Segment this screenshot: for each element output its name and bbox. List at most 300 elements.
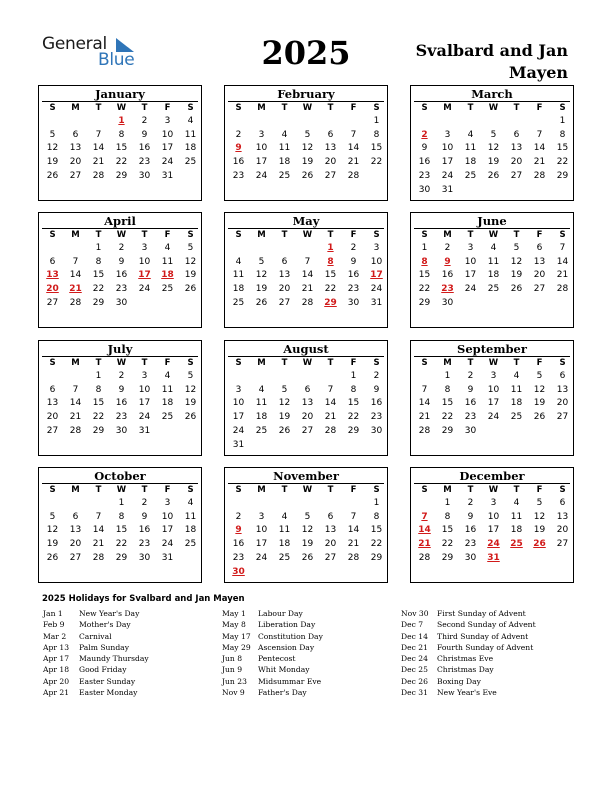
calendar-day: 11	[232, 270, 245, 281]
calendar-day: 21	[92, 157, 105, 168]
calendar-day: 14	[69, 270, 82, 281]
calendar-day: 6	[327, 511, 334, 522]
calendar-day: 7	[559, 243, 566, 253]
calendar-day: 2	[467, 371, 474, 381]
month-may	[224, 212, 388, 328]
calendar-day: 18	[255, 412, 268, 423]
calendar-day: 6	[49, 384, 56, 395]
calendar-day: 10	[370, 256, 383, 267]
calendar-day: 22	[370, 157, 383, 168]
holiday-date: Feb 9	[43, 620, 65, 630]
holiday-row	[43, 632, 213, 643]
calendar-day: 1	[559, 116, 566, 126]
calendar-day: 18	[278, 157, 291, 168]
calendar-day: 25	[161, 284, 174, 295]
calendar-day: 24	[255, 552, 268, 563]
weekday-label: S	[373, 103, 380, 113]
holiday-row	[222, 620, 392, 631]
month-name: March	[471, 87, 513, 101]
holiday-day: 29	[324, 297, 337, 308]
calendar-day: 12	[184, 256, 197, 267]
calendar-day: 24	[255, 170, 268, 181]
calendar-year: 2025	[261, 34, 351, 72]
calendar-day: 29	[556, 170, 569, 181]
holiday-day: 8	[421, 256, 428, 267]
calendar-day: 23	[464, 412, 477, 423]
holiday-name: Third Sunday of Advent	[437, 631, 529, 641]
calendar-day: 1	[118, 498, 125, 508]
calendar-day: 19	[301, 157, 314, 168]
holiday-date: Nov 30	[401, 609, 429, 618]
weekday-label: M	[257, 358, 266, 368]
weekday-label: W	[302, 230, 313, 240]
weekday-label: M	[257, 485, 266, 495]
weekday-label: F	[350, 103, 357, 113]
calendar-day: 25	[184, 157, 197, 168]
calendar-day: 22	[370, 539, 383, 550]
holiday-name: Easter Monday	[79, 688, 138, 698]
calendar-day: 27	[278, 297, 291, 308]
calendar-day: 18	[278, 539, 291, 550]
calendar-day: 16	[232, 157, 245, 168]
calendar-day: 27	[556, 412, 569, 423]
calendar-day: 12	[278, 398, 291, 409]
calendar-day: 26	[255, 297, 268, 308]
calendar-day: 12	[301, 143, 314, 154]
calendar-day: 20	[556, 525, 569, 536]
calendar-day: 22	[441, 412, 454, 423]
calendar-day: 7	[350, 511, 357, 522]
holiday-day: 13	[46, 270, 59, 281]
calendar-day: 1	[444, 371, 451, 381]
calendar-day: 18	[184, 525, 197, 536]
holiday-name: Midsummar Eve	[258, 676, 322, 686]
calendar-day: 22	[418, 284, 431, 295]
weekday-label: T	[95, 230, 102, 240]
calendar-day: 9	[467, 384, 474, 395]
calendar-day: 10	[161, 129, 174, 140]
holiday-date: May 17	[222, 631, 251, 641]
calendar-day: 11	[464, 143, 477, 154]
calendar-day: 26	[184, 412, 197, 423]
calendar-day: 3	[164, 498, 171, 508]
calendar-day: 9	[350, 256, 357, 267]
holiday-date: Dec 25	[401, 665, 428, 675]
calendar-day: 20	[69, 157, 82, 168]
calendar-day: 24	[232, 425, 245, 436]
holiday-row	[43, 620, 213, 631]
calendar-day: 16	[464, 398, 477, 409]
calendar-day: 23	[232, 170, 245, 181]
calendar-day: 26	[46, 552, 59, 563]
calendar-day: 9	[118, 384, 125, 395]
holiday-date: Jun 8	[222, 654, 243, 664]
calendar-day: 7	[304, 256, 311, 267]
holiday-row	[401, 688, 571, 699]
calendar-day: 15	[115, 143, 128, 154]
holiday-row	[222, 632, 392, 643]
calendar-day: 28	[418, 552, 431, 563]
calendar-day: 4	[164, 243, 171, 253]
weekday-label: T	[141, 103, 148, 113]
weekday-label: S	[187, 358, 194, 368]
calendar-day: 13	[324, 525, 337, 536]
calendar-day: 29	[418, 297, 431, 308]
calendar-day: 24	[370, 284, 383, 295]
holiday-row	[222, 677, 392, 688]
weekday-label: T	[513, 230, 520, 240]
weekday-label: W	[116, 358, 127, 368]
holiday-name: Ascension Day	[258, 642, 315, 652]
calendar-day: 19	[301, 539, 314, 550]
calendar-day: 27	[556, 539, 569, 550]
holiday-row	[43, 643, 213, 654]
holiday-day: 9	[444, 256, 451, 267]
calendar-day: 26	[533, 412, 546, 423]
calendar-day: 11	[510, 511, 523, 522]
weekday-label: T	[281, 485, 288, 495]
calendar-day: 27	[301, 425, 314, 436]
holiday-row	[401, 665, 571, 676]
month-header-divider	[228, 101, 384, 102]
calendar-day: 9	[467, 511, 474, 522]
calendar-day: 4	[490, 243, 497, 253]
weekday-label: M	[257, 230, 266, 240]
weekday-label: F	[164, 103, 171, 113]
calendar-day: 8	[118, 511, 125, 522]
calendar-day: 8	[559, 129, 566, 140]
calendar-day: 16	[115, 398, 128, 409]
calendar-day: 19	[533, 398, 546, 409]
calendar-day: 10	[441, 143, 454, 154]
calendar-day: 19	[255, 284, 268, 295]
holiday-day: 1	[327, 243, 334, 253]
weekday-label: S	[49, 358, 56, 368]
calendar-day: 11	[278, 525, 291, 536]
month-october	[38, 467, 202, 583]
holiday-name: Mother's Day	[79, 620, 131, 630]
month-name: January	[95, 87, 145, 101]
weekday-label: W	[116, 103, 127, 113]
weekday-label: T	[141, 485, 148, 495]
holiday-name: Fourth Sunday of Advent	[437, 642, 534, 652]
calendar-day: 1	[373, 116, 380, 126]
holiday-day: 14	[418, 525, 431, 536]
calendar-day: 6	[281, 256, 288, 267]
holiday-column	[43, 609, 213, 699]
holiday-name: Boxing Day	[437, 676, 481, 686]
calendar-day: 23	[138, 539, 151, 550]
calendar-day: 21	[347, 157, 360, 168]
weekday-label: T	[141, 358, 148, 368]
holiday-day: 21	[418, 539, 431, 550]
calendar-day: 7	[327, 384, 334, 395]
month-header-divider	[42, 356, 198, 357]
weekday-label: M	[443, 358, 452, 368]
month-july	[38, 340, 202, 456]
holiday-name: Constitution Day	[258, 631, 323, 641]
calendar-day: 28	[69, 297, 82, 308]
holiday-row	[222, 643, 392, 654]
calendar-day: 11	[487, 256, 500, 267]
calendar-day: 4	[258, 384, 265, 395]
calendar-day: 27	[533, 284, 546, 295]
calendar-day: 18	[510, 398, 523, 409]
calendar-day: 1	[95, 371, 102, 381]
calendar-day: 16	[138, 143, 151, 154]
month-header-divider	[228, 228, 384, 229]
calendar-day: 11	[278, 143, 291, 154]
calendar-day: 25	[184, 539, 197, 550]
weekday-label: M	[71, 230, 80, 240]
calendar-day: 13	[556, 511, 569, 522]
calendar-day: 1	[350, 371, 357, 381]
calendar-day: 26	[301, 170, 314, 181]
holiday-row	[401, 609, 571, 620]
calendar-day: 22	[347, 412, 360, 423]
holiday-name: New Year's Day	[79, 609, 140, 618]
calendar-day: 18	[232, 284, 245, 295]
calendar-day: 7	[72, 384, 79, 395]
calendar-day: 21	[533, 157, 546, 168]
holiday-name: Easter Sunday	[79, 676, 136, 686]
holiday-row	[401, 654, 571, 665]
month-header-divider	[42, 228, 198, 229]
calendar-day: 27	[510, 170, 523, 181]
month-march	[410, 85, 574, 201]
calendar-day: 8	[95, 256, 102, 267]
holiday-name: Whit Monday	[258, 665, 310, 675]
weekday-label: S	[373, 230, 380, 240]
calendar-day: 15	[347, 398, 360, 409]
holiday-date: Apr 21	[43, 688, 70, 698]
calendar-day: 20	[510, 157, 523, 168]
weekday-label: S	[559, 230, 566, 240]
calendar-day: 26	[184, 284, 197, 295]
calendar-day: 4	[467, 129, 474, 140]
calendar-day: 25	[464, 170, 477, 181]
calendar-day: 14	[556, 256, 569, 267]
calendar-day: 11	[161, 384, 174, 395]
calendar-day: 8	[444, 384, 451, 395]
calendar-day: 5	[187, 243, 194, 253]
holiday-date: Jun 9	[222, 665, 243, 675]
holiday-date: May 8	[222, 620, 246, 630]
calendar-day: 5	[49, 511, 56, 522]
calendar-day: 3	[490, 498, 497, 508]
calendar-day: 10	[255, 143, 268, 154]
calendar-day: 21	[347, 539, 360, 550]
calendar-day: 29	[92, 425, 105, 436]
logo-text-general: General	[42, 34, 107, 54]
weekday-label: W	[302, 485, 313, 495]
weekday-label: W	[302, 358, 313, 368]
calendar-day: 30	[441, 297, 454, 308]
calendar-day: 11	[255, 398, 268, 409]
calendar-day: 22	[441, 539, 454, 550]
weekday-label: T	[327, 230, 334, 240]
calendar-day: 17	[138, 398, 151, 409]
calendar-day: 14	[92, 525, 105, 536]
weekday-label: T	[281, 230, 288, 240]
weekday-label: T	[467, 230, 474, 240]
calendar-day: 13	[69, 525, 82, 536]
calendar-day: 3	[258, 129, 265, 140]
weekday-label: S	[373, 485, 380, 495]
country-name: Svalbard and Jan Mayen	[415, 41, 568, 82]
weekday-label: F	[536, 103, 543, 113]
calendar-day: 14	[347, 525, 360, 536]
holiday-name: Palm Sunday	[79, 642, 130, 652]
calendar-day: 25	[232, 297, 245, 308]
weekday-label: W	[116, 485, 127, 495]
calendar-day: 16	[370, 398, 383, 409]
calendar-day: 4	[235, 256, 242, 267]
weekday-label: S	[421, 230, 428, 240]
calendar-day: 30	[418, 184, 431, 195]
calendar-day: 15	[370, 143, 383, 154]
holidays-title: 2025 Holidays for Svalbard and Jan Mayen	[42, 594, 245, 604]
holiday-date: Apr 18	[43, 665, 70, 675]
weekday-label: T	[513, 358, 520, 368]
weekday-label: T	[281, 103, 288, 113]
calendar-day: 15	[324, 270, 337, 281]
calendar-day: 10	[255, 525, 268, 536]
month-name: July	[107, 342, 133, 356]
weekday-label: T	[467, 103, 474, 113]
calendar-day: 2	[118, 243, 125, 253]
calendar-day: 29	[115, 170, 128, 181]
calendar-day: 22	[324, 284, 337, 295]
calendar-day: 25	[487, 284, 500, 295]
calendar-day: 19	[487, 157, 500, 168]
calendar-day: 13	[533, 256, 546, 267]
weekday-label: T	[327, 103, 334, 113]
calendar-day: 2	[118, 371, 125, 381]
calendar-day: 3	[258, 511, 265, 522]
calendar-day: 22	[115, 157, 128, 168]
month-header-divider	[228, 356, 384, 357]
calendar-day: 23	[370, 412, 383, 423]
calendar-day: 10	[161, 511, 174, 522]
calendar-day: 9	[118, 256, 125, 267]
holiday-name: First Sunday of Advent	[437, 609, 526, 618]
calendar-day: 21	[324, 412, 337, 423]
calendar-day: 25	[510, 412, 523, 423]
calendar-day: 28	[556, 284, 569, 295]
calendar-day: 9	[421, 143, 428, 154]
calendar-day: 4	[187, 498, 194, 508]
calendar-day: 3	[490, 371, 497, 381]
calendar-day: 17	[232, 412, 245, 423]
calendar-day: 13	[46, 398, 59, 409]
calendar-day: 18	[464, 157, 477, 168]
holiday-row	[401, 677, 571, 688]
calendar-day: 21	[92, 539, 105, 550]
calendar-day: 3	[444, 129, 451, 140]
holiday-date: Dec 7	[401, 620, 424, 630]
calendar-day: 22	[115, 539, 128, 550]
calendar-day: 3	[141, 243, 148, 253]
calendar-day: 2	[235, 129, 242, 140]
weekday-label: S	[235, 230, 242, 240]
calendar-day: 27	[69, 552, 82, 563]
calendar-day: 18	[510, 525, 523, 536]
calendar-day: 11	[184, 129, 197, 140]
calendar-day: 17	[255, 539, 268, 550]
holiday-date: Dec 14	[401, 631, 428, 641]
calendar-day: 6	[536, 243, 543, 253]
holiday-date: Jan 1	[43, 609, 63, 618]
calendar-day: 2	[467, 498, 474, 508]
calendar-day: 30	[138, 170, 151, 181]
calendar-day: 23	[464, 539, 477, 550]
calendar-day: 9	[373, 384, 380, 395]
holiday-row	[222, 609, 392, 620]
weekday-label: T	[95, 358, 102, 368]
calendar-day: 16	[418, 157, 431, 168]
calendar-day: 21	[301, 284, 314, 295]
calendar-day: 15	[418, 270, 431, 281]
calendar-day: 29	[115, 552, 128, 563]
weekday-label: S	[373, 358, 380, 368]
holiday-day: 26	[533, 539, 546, 550]
calendar-day: 17	[161, 143, 174, 154]
calendar-day: 6	[327, 129, 334, 140]
calendar-day: 30	[115, 425, 128, 436]
calendar-day: 12	[46, 143, 59, 154]
weekday-label: M	[71, 485, 80, 495]
weekday-label: F	[350, 230, 357, 240]
calendar-day: 20	[533, 270, 546, 281]
calendar-day: 15	[370, 525, 383, 536]
calendar-day: 2	[444, 243, 451, 253]
holiday-name: Carnival	[79, 631, 112, 641]
month-january	[38, 85, 202, 201]
calendar-day: 23	[115, 284, 128, 295]
calendar-day: 30	[464, 425, 477, 436]
holiday-date: Apr 20	[43, 676, 70, 686]
calendar-day: 30	[464, 552, 477, 563]
holiday-day: 17	[370, 270, 383, 281]
calendar-day: 7	[536, 129, 543, 140]
weekday-label: S	[421, 358, 428, 368]
calendar-day: 30	[115, 297, 128, 308]
weekday-label: S	[49, 230, 56, 240]
month-header-divider	[42, 101, 198, 102]
calendar-day: 8	[350, 384, 357, 395]
calendar-day: 19	[46, 539, 59, 550]
calendar-day: 5	[281, 384, 288, 395]
month-header-divider	[414, 228, 570, 229]
holiday-name: Father's Day	[258, 688, 307, 698]
calendar-day: 7	[95, 129, 102, 140]
weekday-label: W	[116, 230, 127, 240]
calendar-day: 28	[347, 552, 360, 563]
calendar-day: 5	[513, 243, 520, 253]
calendar-day: 29	[347, 425, 360, 436]
weekday-label: T	[141, 230, 148, 240]
calendar-day: 19	[184, 398, 197, 409]
calendar-day: 27	[46, 297, 59, 308]
weekday-label: T	[467, 358, 474, 368]
calendar-day: 4	[513, 371, 520, 381]
calendar-day: 28	[533, 170, 546, 181]
calendar-day: 10	[464, 256, 477, 267]
month-name: June	[477, 214, 507, 228]
calendar-day: 16	[464, 525, 477, 536]
holiday-day: 31	[487, 552, 500, 563]
